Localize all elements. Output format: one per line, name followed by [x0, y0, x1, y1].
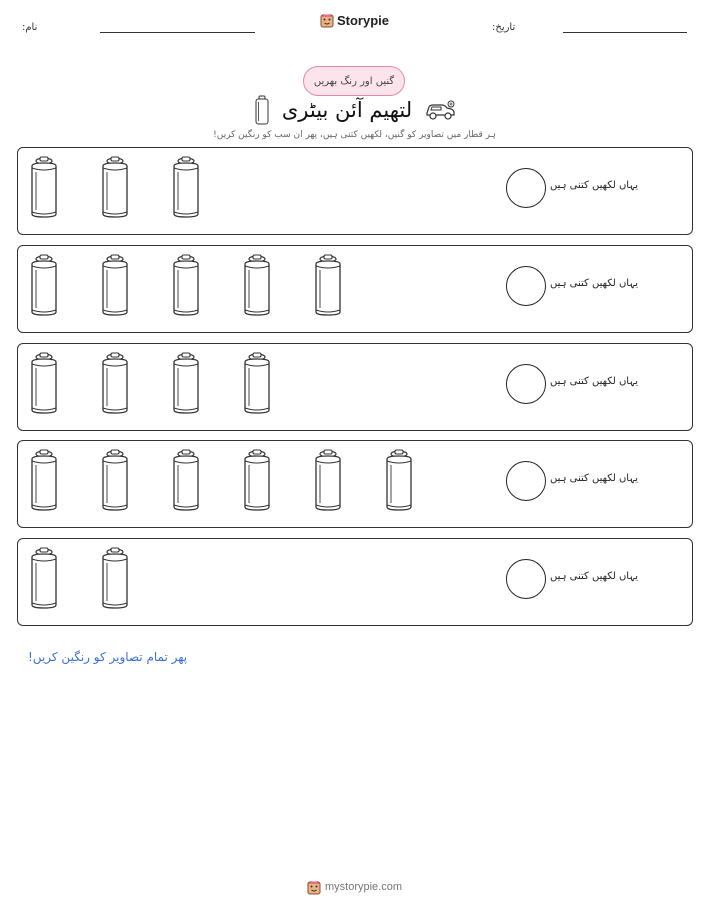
- answer-label: یہاں لکھیں کتنی ہیں: [550, 571, 638, 582]
- instructions: ہر قطار میں تصاویر کو گنیں، لکھیں کتنی ہیں، پھر ان سب کو رنگین کریں!: [213, 130, 496, 140]
- brand-name: Storypie: [336, 12, 389, 28]
- battery-icon[interactable]: [101, 254, 129, 318]
- pie-icon: [307, 879, 321, 895]
- battery-icon[interactable]: [30, 254, 58, 318]
- car-icon: [424, 99, 456, 121]
- answer-label: یہاں لکھیں کتنی ہیں: [550, 180, 638, 191]
- name-field-line[interactable]: [100, 32, 255, 33]
- battery-icon[interactable]: [172, 156, 200, 220]
- battery-icon[interactable]: [30, 352, 58, 416]
- counting-row: [17, 245, 693, 333]
- battery-icon[interactable]: [314, 254, 342, 318]
- name-label: نام:: [22, 22, 38, 33]
- counting-row: [17, 440, 693, 528]
- battery-icon[interactable]: [101, 156, 129, 220]
- counting-row: [17, 538, 693, 626]
- counting-row: [17, 147, 693, 235]
- battery-icon[interactable]: [243, 254, 271, 318]
- battery-icon[interactable]: [172, 254, 200, 318]
- date-label: تاریخ:: [492, 22, 516, 33]
- battery-icon[interactable]: [172, 352, 200, 416]
- activity-badge-label: گنیں اور رنگ بھریں: [313, 75, 395, 87]
- battery-icon[interactable]: [243, 352, 271, 416]
- battery-icon[interactable]: [243, 449, 271, 513]
- footer-url: mystorypie.com: [324, 881, 403, 893]
- page-title: لتھیم آئن بیٹری: [281, 98, 413, 122]
- battery-icon[interactable]: [385, 449, 413, 513]
- date-field-line[interactable]: [563, 32, 687, 33]
- counting-row: [17, 343, 693, 431]
- battery-icon[interactable]: [314, 449, 342, 513]
- footer-note: پھر تمام تصاویر کو رنگین کریں!: [28, 650, 188, 664]
- brand-header: [0, 12, 709, 32]
- battery-icon[interactable]: [101, 547, 129, 611]
- answer-label: یہاں لکھیں کتنی ہیں: [550, 473, 638, 484]
- battery-icon[interactable]: [30, 449, 58, 513]
- battery-icon[interactable]: [30, 156, 58, 220]
- battery-icon[interactable]: [101, 449, 129, 513]
- footer-brand: [0, 879, 709, 899]
- battery-icon[interactable]: [101, 352, 129, 416]
- pie-icon: [320, 12, 334, 28]
- answer-label: یہاں لکھیں کتنی ہیں: [550, 376, 638, 387]
- battery-icon: [254, 95, 270, 125]
- battery-icon[interactable]: [172, 449, 200, 513]
- battery-icon[interactable]: [30, 547, 58, 611]
- page-title-row: [230, 92, 480, 128]
- answer-label: یہاں لکھیں کتنی ہیں: [550, 278, 638, 289]
